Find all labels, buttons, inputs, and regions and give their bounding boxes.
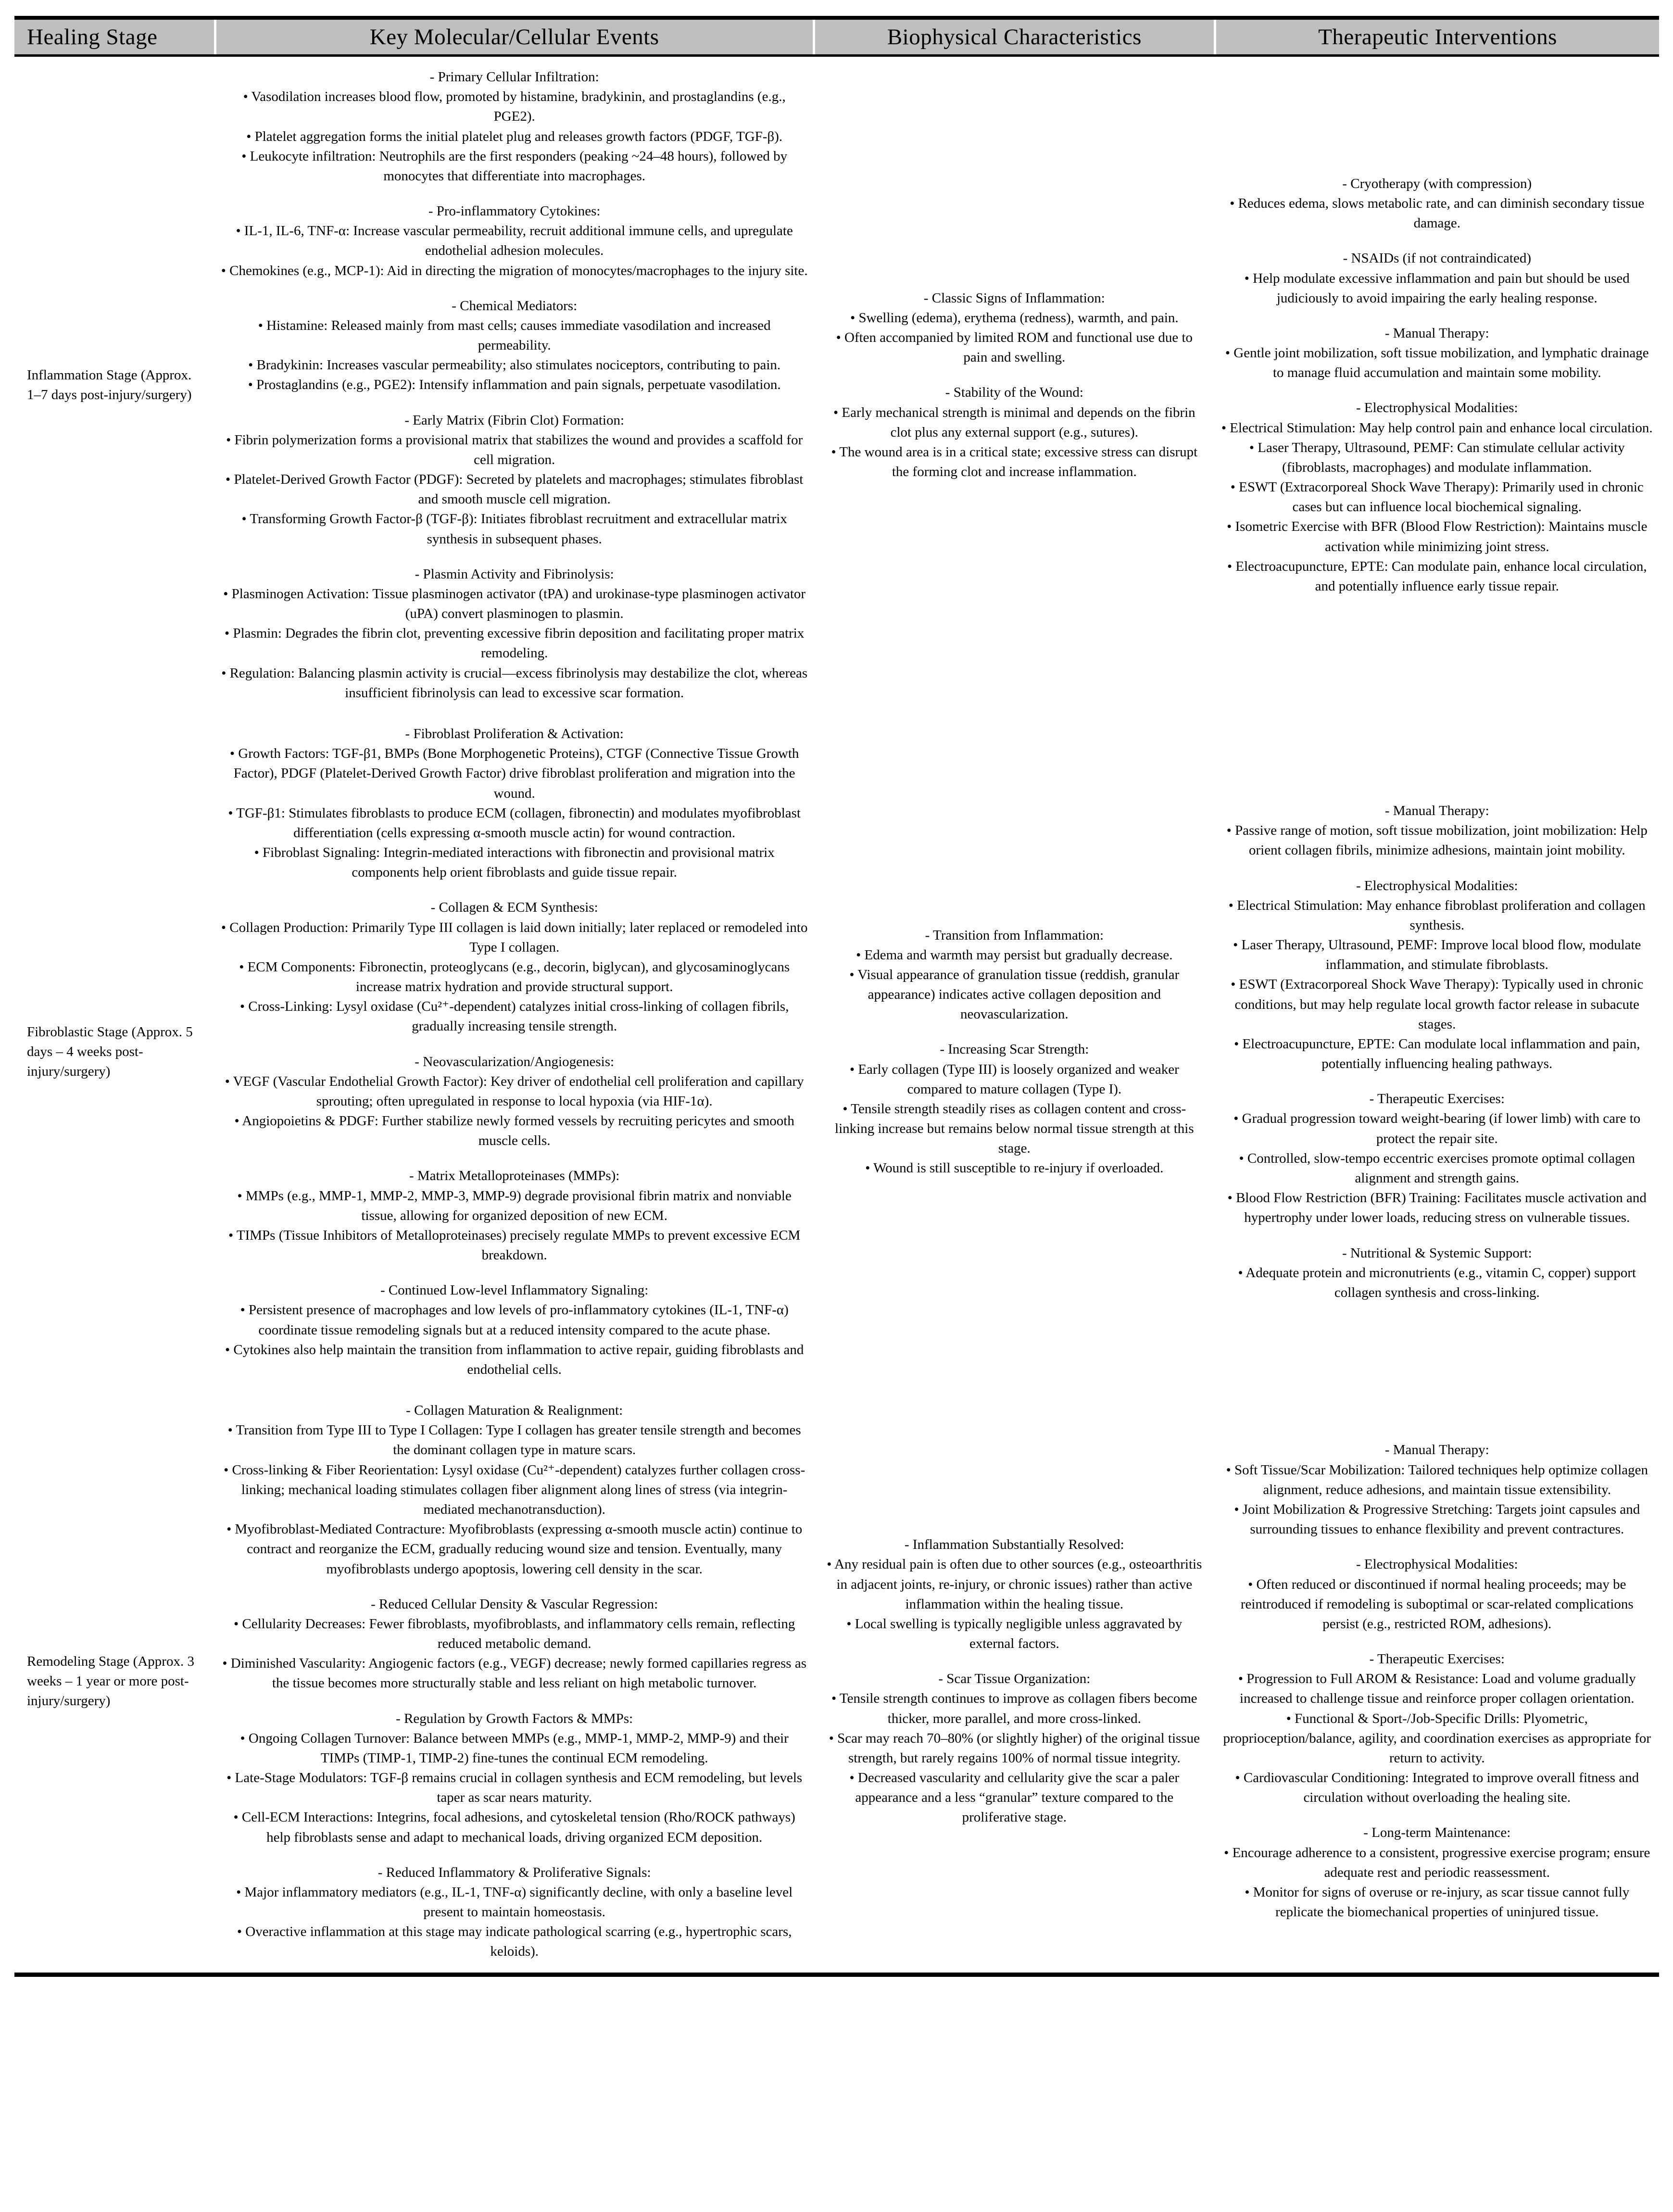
bullet-item: • Cardiovascular Conditioning: Integrated to improve overall fitness and circulation without overloading the healing site.: [1235, 1770, 1639, 1806]
healing-stages-table: [14, 16, 1659, 1977]
bullet-item: • Diminished Vascularity: Angiogenic factors (e.g., VEGF) decrease; newly formed capillaries regress as the tissue becomes more structurally stable and less reliant on high metabolic turnover.: [222, 1656, 806, 1691]
section: [823, 1040, 1205, 1178]
bullet-item: • ESWT (Extracorporeal Shock Wave Therapy): Typically used in chronic conditions, but may help regulate local growth factor release in subacute stages.: [1231, 977, 1644, 1032]
bullet-item: • ECM Components: Fibronectin, proteoglycans (e.g., decorin, biglycan), and glycosaminoglycans increase matrix hydration and provide structural support.: [239, 959, 790, 995]
bullet-item: • Isometric Exercise with BFR (Blood Flow Restriction): Maintains muscle activation while minimizing joint stress.: [1227, 519, 1648, 554]
section: [221, 1709, 808, 1848]
bullet-item: • Histamine: Released mainly from mast cells; causes immediate vasodilation and increased permeability.: [258, 317, 771, 353]
section-heading: - Nutritional & Systemic Support:: [1342, 1245, 1532, 1261]
section-heading: - Reduced Cellular Density & Vascular Regression:: [371, 1596, 658, 1612]
bullet-item: • Late-Stage Modulators: TGF-β remains crucial in collagen synthesis and ECM remodeling, but levels taper as scar nears maturity.: [226, 1770, 803, 1806]
events-cell: [215, 1390, 814, 1974]
bullet-item: • Myofibroblast-Mediated Contracture: Myofibroblasts (expressing α-smooth muscle actin) continue to contract and reorganize the ECM, gradually reducing wound size and tension. Eventually, many myofibroblasts undergo apoptosis, lowering cell density in the scar.: [226, 1521, 803, 1577]
stage-label: Inflammation Stage (Approx. 1–7 days post-injury/surgery): [27, 367, 192, 402]
bullet-item: • ESWT (Extracorporeal Shock Wave Therapy): Primarily used in chronic cases but can influence local biochemical signaling.: [1230, 479, 1644, 515]
section: [1221, 1089, 1653, 1228]
section: [1221, 876, 1653, 1074]
col-header-key-molecular-cellular-events: Key Molecular/Cellular Events: [215, 18, 814, 56]
section: [1221, 801, 1653, 861]
bullet-item: • Electrical Stimulation: May enhance fibroblast proliferation and collagen synthesis.: [1228, 897, 1646, 933]
header-row: [14, 18, 1659, 56]
interventions-cell: [1215, 56, 1659, 714]
bullet-item: • Cross-Linking: Lysyl oxidase (Cu²⁺-dependent) catalyzes initial cross-linking of collagen fibrils, gradually increasing tensile strength.: [239, 999, 789, 1034]
bullet-item: • Blood Flow Restriction (BFR) Training: Facilitates muscle activation and hypertrophy under lower loads, reducing stress on vulnerable tissues.: [1227, 1190, 1647, 1226]
bullet-item: • Swelling (edema), erythema (redness), warmth, and pain.: [850, 310, 1179, 326]
section-heading: - Classic Signs of Inflammation:: [923, 290, 1105, 306]
section: [823, 383, 1205, 482]
section-heading: - Therapeutic Exercises:: [1369, 1091, 1505, 1107]
bullet-item: • Scar may reach 70–80% (or slightly higher) of the original tissue strength, but rarely regains 100% of normal tissue integrity.: [829, 1730, 1200, 1766]
section-heading: - Scar Tissue Organization:: [938, 1671, 1091, 1687]
bullet-item: • Wound is still susceptible to re-injury if overloaded.: [865, 1160, 1164, 1176]
section-heading: - Reduced Inflammatory & Proliferative Signals:: [377, 1864, 651, 1880]
bullet-item: • Encourage adherence to a consistent, progressive exercise program; ensure adequate rest and periodic reassessment.: [1224, 1845, 1650, 1880]
stage-label: Fibroblastic Stage (Approx. 5 days – 4 weeks post-injury/surgery): [27, 1024, 193, 1080]
col-header-biophysical-characteristics: Biophysical Characteristics: [814, 18, 1215, 56]
section-heading: - Pro-inflammatory Cytokines:: [428, 203, 601, 219]
events-cell: [215, 714, 814, 1390]
bullet-item: • TIMPs (Tissue Inhibitors of Metalloproteinases) precisely regulate MMPs to prevent excessive ECM breakdown.: [228, 1227, 801, 1263]
section-heading: - Regulation by Growth Factors & MMPs:: [396, 1710, 633, 1726]
section: [221, 296, 808, 395]
bullet-item: • Vasodilation increases blood flow, promoted by histamine, bradykinin, and prostaglandins (e.g., PGE2).: [243, 89, 786, 125]
section-heading: - Increasing Scar Strength:: [940, 1042, 1089, 1057]
bullet-item: • Edema and warmth may persist but gradually decrease.: [856, 947, 1173, 963]
section-heading: - Long-term Maintenance:: [1363, 1825, 1511, 1841]
section-heading: - Therapeutic Exercises:: [1369, 1651, 1505, 1667]
biophysical-cell: [814, 56, 1215, 714]
section-heading: - Collagen Maturation & Realignment:: [406, 1403, 623, 1419]
interventions-cell: [1215, 714, 1659, 1390]
bullet-item: • Cellularity Decreases: Fewer fibroblasts, myofibroblasts, and inflammatory cells remain, reflecting reduced metabolic demand.: [233, 1616, 795, 1652]
bullet-item: • Functional & Sport-/Job-Specific Drills: Plyometric, proprioception/balance, agility, and coordination exercises as appropriate for return to activity.: [1223, 1710, 1651, 1766]
healing-stages-document: [14, 16, 1659, 1977]
section: [823, 926, 1205, 1025]
section: [1221, 1244, 1653, 1303]
section-heading: - Manual Therapy:: [1384, 1442, 1489, 1458]
bullet-item: • Gentle joint mobilization, soft tissue mobilization, and lymphatic drainage to manage fluid accumulation and maintain some mobility.: [1225, 345, 1649, 381]
bullet-item: • Soft Tissue/Scar Mobilization: Tailored techniques help optimize collagen alignment, reduce adhesions, and maintain tissue extensibility.: [1226, 1462, 1648, 1497]
bullet-item: • Leukocyte infiltration: Neutrophils are the first responders (peaking ~24–48 hours), followed by monocytes that differentiate into macrophages.: [241, 148, 788, 184]
section-heading: - Neovascularization/Angiogenesis:: [415, 1054, 615, 1069]
section: [1221, 324, 1653, 383]
section-heading: - Electrophysical Modalities:: [1356, 400, 1518, 416]
biophysical-cell: [814, 714, 1215, 1390]
bullet-item: • Persistent presence of macrophages and low levels of pro-inflammatory cytokines (IL-1, TNF-α) coordinate tissue remodeling signals but at a reduced intensity compared to the acute phase.: [240, 1302, 789, 1338]
col-header-therapeutic-interventions: Therapeutic Interventions: [1215, 18, 1659, 56]
bullet-item: • Cytokines also help maintain the transition from inflammation to active repair, guiding fibroblasts and endothelial cells.: [225, 1342, 804, 1377]
section: [221, 67, 808, 186]
section-heading: - Stability of the Wound:: [945, 385, 1083, 401]
bullet-item: • Platelet-Derived Growth Factor (PDGF): Secreted by platelets and macrophages; stimulates fibroblast and smooth muscle cell migration.: [226, 472, 804, 507]
bullet-item: • Transforming Growth Factor-β (TGF-β): Initiates fibroblast recruitment and extracellular matrix synthesis in subsequent phases.: [241, 511, 787, 547]
section: [221, 1595, 808, 1694]
bullet-item: • Fibrin polymerization forms a provisional matrix that stabilizes the wound and provides a scaffold for cell migration.: [226, 432, 803, 467]
section: [1221, 1440, 1653, 1539]
bullet-item: • Fibroblast Signaling: Integrin-mediated interactions with fibronectin and provisional matrix components help orient fibroblasts and guide tissue repair.: [254, 845, 775, 880]
stage-label: Remodeling Stage (Approx. 3 weeks – 1 year or more post-injury/surgery): [27, 1653, 194, 1709]
section: [1221, 174, 1653, 234]
stage-row: [14, 714, 1659, 1390]
section: [221, 898, 808, 1036]
bullet-item: • Regulation: Balancing plasmin activity is crucial—excess fibrinolysis may destabilize the clot, whereas insufficient fibrinolysis can lead to excessive scar formation.: [221, 665, 808, 701]
bullet-item: • Early mechanical strength is minimal and depends on the fibrin clot plus any external support (e.g., sutures).: [833, 404, 1195, 440]
section: [1221, 1649, 1653, 1808]
bullet-item: • Adequate protein and micronutrients (e.g., vitamin C, copper) support collagen synthesis and cross-linking.: [1238, 1265, 1636, 1300]
section: [221, 724, 808, 882]
bullet-item: • Controlled, slow-tempo eccentric exercises promote optimal collagen alignment and strength gains.: [1239, 1150, 1635, 1186]
table-body: [14, 56, 1659, 1975]
section: [221, 411, 808, 549]
section: [221, 201, 808, 281]
section-heading: - Early Matrix (Fibrin Clot) Formation:: [404, 412, 625, 428]
section: [1221, 398, 1653, 596]
bullet-item: • The wound area is in a critical state; excessive stress can disrupt the forming clot and increase inflammation.: [831, 444, 1198, 480]
bullet-item: • Platelet aggregation forms the initial platelet plug and releases growth factors (PDGF, TGF-β).: [246, 128, 783, 144]
section: [1221, 1823, 1653, 1922]
section-heading: - Inflammation Substantially Resolved:: [905, 1537, 1124, 1553]
bullet-item: • TGF-β1: Stimulates fibroblasts to produce ECM (collagen, fibronectin) and modulates myofibroblast differentiation (cells expressing α-smooth muscle actin) for wound contraction.: [228, 805, 801, 841]
bullet-item: • Major inflammatory mediators (e.g., IL-1, TNF-α) significantly decline, with only a baseline level present to maintain homeostasis.: [236, 1884, 793, 1920]
bullet-item: • Electroacupuncture, EPTE: Can modulate local inflammation and pain, potentially influencing healing pathways.: [1234, 1036, 1640, 1072]
section-heading: - Manual Therapy:: [1384, 803, 1489, 819]
section-heading: - Matrix Metalloproteinases (MMPs):: [409, 1168, 620, 1184]
stage-row: [14, 1390, 1659, 1974]
section: [221, 1863, 808, 1962]
bullet-item: • Electroacupuncture, EPTE: Can modulate pain, enhance local circulation, and potentially influence early tissue repair.: [1227, 558, 1647, 594]
section-heading: - Plasmin Activity and Fibrinolysis:: [415, 566, 614, 582]
section-heading: - Fibroblast Proliferation & Activation:: [405, 726, 624, 742]
bullet-item: • Cell-ECM Interactions: Integrins, focal adhesions, and cytoskeletal tension (Rho/ROCK pathways) help fibroblasts sense and adapt to mechanical loads, driving organized ECM deposition.: [233, 1810, 795, 1845]
section: [823, 289, 1205, 368]
bullet-item: • Early collagen (Type III) is loosely organized and weaker compared to mature collagen (Type I).: [849, 1061, 1179, 1097]
bullet-item: • VEGF (Vascular Endothelial Growth Factor): Key driver of endothelial cell proliferation and capillary sprouting; often upregulated in response to local hypoxia (via HIF-1α).: [225, 1073, 804, 1109]
section-heading: - Electrophysical Modalities:: [1356, 878, 1518, 893]
bullet-item: • Prostaglandins (e.g., PGE2): Intensify inflammation and pain signals, perpetuate vasodilation.: [248, 377, 781, 393]
section: [1221, 249, 1653, 308]
bullet-item: • Help modulate excessive inflammation and pain but should be used judiciously to avoid impairing the early healing response.: [1244, 270, 1630, 306]
bullet-item: • Overactive inflammation at this stage may indicate pathological scarring (e.g., hypertrophic scars, keloids).: [237, 1924, 792, 1960]
bullet-item: • Joint Mobilization & Progressive Stretching: Targets joint capsules and surrounding tissues to enhance flexibility and prevent contractures.: [1234, 1502, 1640, 1537]
section-heading: - Chemical Mediators:: [452, 298, 578, 314]
bullet-item: • Tensile strength continues to improve as collagen fibers become thicker, more parallel, and more cross-linked.: [831, 1691, 1197, 1726]
table-header: [14, 18, 1659, 56]
interventions-cell: [1215, 1390, 1659, 1974]
section-heading: - Manual Therapy:: [1384, 325, 1489, 341]
bullet-item: • Reduces edema, slows metabolic rate, and can diminish secondary tissue damage.: [1230, 196, 1645, 231]
section: [221, 1401, 808, 1579]
biophysical-cell: [814, 1390, 1215, 1974]
bullet-item: • MMPs (e.g., MMP-1, MMP-2, MMP-3, MMP-9) degrade provisional fibrin matrix and nonviable tissue, allowing for organized deposition of new ECM.: [237, 1188, 792, 1223]
bullet-item: • Often reduced or discontinued if normal healing proceeds; may be reintroduced if remodeling is suboptimal or scar-related complications persist (e.g., restricted ROM, adhesions).: [1240, 1576, 1634, 1632]
bullet-item: • Plasmin: Degrades the fibrin clot, preventing excessive fibrin deposition and facilitating proper matrix remodeling.: [225, 626, 805, 661]
bullet-item: • Chemokines (e.g., MCP-1): Aid in directing the migration of monocytes/macrophages to the injury site.: [221, 263, 808, 278]
col-header-healing-stage: Healing Stage: [14, 18, 215, 56]
bullet-item: • Monitor for signs of overuse or re-injury, as scar tissue cannot fully replicate the biomechanical properties of uninjured tissue.: [1245, 1884, 1630, 1920]
section-heading: - Continued Low-level Inflammatory Signaling:: [380, 1282, 649, 1298]
bullet-item: • Any residual pain is often due to other sources (e.g., osteoarthritis in adjacent joints, re-injury, or chronic issues) rather than active inflammation within the healing tissue.: [827, 1557, 1202, 1612]
section: [1221, 1555, 1653, 1634]
section: [221, 1281, 808, 1380]
bullet-item: • Passive range of motion, soft tissue mobilization, joint mobilization: Help orient collagen fibrils, minimize adhesions, maintain joint mobility.: [1226, 823, 1648, 858]
bullet-item: • Bradykinin: Increases vascular permeability; also stimulates nociceptors, contributing to pain.: [248, 357, 781, 373]
section: [823, 1669, 1205, 1827]
section: [221, 1052, 808, 1151]
bullet-item: • Angiopoietins & PDGF: Further stabilize newly formed vessels by recruiting pericytes and smooth muscle cells.: [234, 1113, 794, 1149]
bullet-item: • Gradual progression toward weight-bearing (if lower limb) with care to protect the repair site.: [1233, 1111, 1641, 1146]
section: [221, 565, 808, 703]
bullet-item: • Tensile strength steadily rises as collagen content and cross-linking increase but remains below normal tissue strength at this stage.: [835, 1101, 1194, 1156]
bullet-item: • Cross-linking & Fiber Reorientation: Lysyl oxidase (Cu²⁺-dependent) catalyzes further collagen cross-linking; mechanical loading stimulates collagen fiber alignment along lines of stress (via integrin-mediated mechanotransduction).: [224, 1462, 805, 1517]
bullet-item: • Ongoing Collagen Turnover: Balance between MMPs (e.g., MMP-1, MMP-2, MMP-9) and their TIMPs (TIMP-1, TIMP-2) fine-tunes the continual ECM remodeling.: [240, 1730, 789, 1766]
stage-row: [14, 56, 1659, 714]
bullet-item: • Progression to Full AROM & Resistance: Load and volume gradually increased to challenge tissue and reinforce proper collagen orientation.: [1238, 1671, 1636, 1707]
bullet-item: • Collagen Production: Primarily Type III collagen is laid down initially; later replaced or remodeled into Type I collagen.: [221, 919, 808, 955]
bullet-item: • Laser Therapy, Ultrasound, PEMF: Can stimulate cellular activity (fibroblasts, macrophages) and modulate inflammation.: [1249, 440, 1625, 475]
section: [221, 1166, 808, 1265]
bullet-item: • Laser Therapy, Ultrasound, PEMF: Improve local blood flow, modulate inflammation, and stimulate fibroblasts.: [1233, 937, 1641, 973]
bullet-item: • Electrical Stimulation: May help control pain and enhance local circulation.: [1221, 420, 1653, 436]
section-heading: - Electrophysical Modalities:: [1356, 1557, 1518, 1572]
bullet-item: • Often accompanied by limited ROM and functional use due to pain and swelling.: [836, 330, 1193, 365]
section: [823, 1535, 1205, 1654]
section-heading: - Collagen & ECM Synthesis:: [430, 900, 598, 916]
section-heading: - NSAIDs (if not contraindicated): [1343, 251, 1531, 266]
section-heading: - Cryotherapy (with compression): [1342, 176, 1532, 191]
section-heading: - Primary Cellular Infiltration:: [429, 69, 599, 85]
bullet-item: • IL-1, IL-6, TNF-α: Increase vascular permeability, recruit additional immune cells, and upregulate endothelial adhesion molecules.: [236, 223, 793, 259]
bullet-item: • Decreased vascularity and cellularity give the scar a paler appearance and a less “granular” texture compared to the proliferative stage.: [849, 1770, 1180, 1825]
events-cell: [215, 56, 814, 714]
bullet-item: • Visual appearance of granulation tissue (reddish, granular appearance) indicates active collagen deposition and neovascularization.: [849, 967, 1180, 1022]
section-heading: - Transition from Inflammation:: [925, 927, 1104, 943]
bullet-item: • Growth Factors: TGF-β1, BMPs (Bone Morphogenetic Proteins), CTGF (Connective Tissue Growth Factor), PDGF (Platelet-Derived Growth Factor) drive fibroblast proliferation and migration into the wound.: [229, 746, 799, 801]
bullet-item: • Transition from Type III to Type I Collagen: Type I collagen has greater tensile strength and becomes the dominant collagen type in mature scars.: [227, 1422, 801, 1458]
bullet-item: • Plasminogen Activation: Tissue plasminogen activator (tPA) and urokinase-type plasminogen activator (uPA) convert plasminogen to plasmin.: [223, 586, 806, 622]
bullet-item: • Local swelling is typically negligible unless aggravated by external factors.: [846, 1616, 1182, 1652]
